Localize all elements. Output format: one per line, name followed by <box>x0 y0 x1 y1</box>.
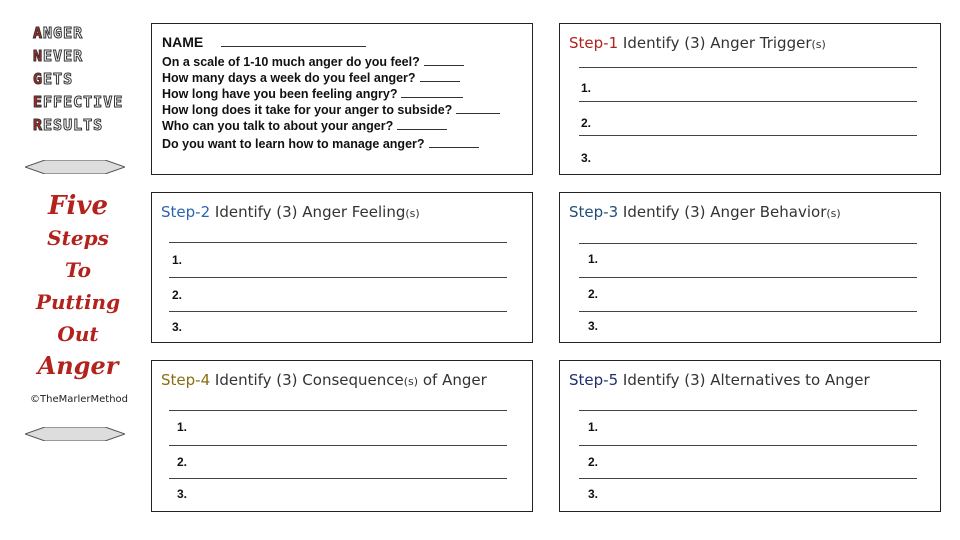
answer-line[interactable] <box>579 101 917 102</box>
answer-line[interactable] <box>579 277 917 278</box>
step-label: Step-2 <box>161 203 211 221</box>
acronym-row: ANGER <box>33 24 84 42</box>
question-3: How long have you been feeling angry? <box>162 86 522 102</box>
list-number: 1. <box>581 81 592 95</box>
step-3-box <box>559 192 941 343</box>
question-1: On a scale of 1-10 much anger do you feel? <box>162 54 522 70</box>
diamond-divider-bottom <box>25 427 125 441</box>
list-number: 1. <box>172 253 183 267</box>
answer-blank[interactable] <box>424 55 464 66</box>
name-blank[interactable] <box>221 36 366 47</box>
step-5-title: Step-5 Identify (3) Alternatives to Anger <box>569 371 870 389</box>
step-4-box <box>151 360 533 512</box>
step-label: Step-3 <box>569 203 619 221</box>
question-4: How long does it take for your anger to subside? <box>162 102 522 118</box>
name-row <box>162 34 522 54</box>
list-number: 2. <box>177 455 188 469</box>
answer-blank[interactable] <box>456 103 500 114</box>
questionnaire-box <box>151 23 533 175</box>
step-2-box <box>151 192 533 343</box>
step-3-title: Step-3 Identify (3) Anger Behavior(s) <box>569 203 841 221</box>
answer-line[interactable] <box>579 478 917 479</box>
side-title <box>18 190 138 382</box>
name-label: NAME <box>162 34 204 50</box>
answer-line[interactable] <box>579 311 917 312</box>
list-number: 1. <box>588 252 599 266</box>
answer-line[interactable] <box>169 242 507 243</box>
step-5-box <box>559 360 941 512</box>
answer-line[interactable] <box>579 410 917 411</box>
answer-blank[interactable] <box>397 119 447 130</box>
answer-line[interactable] <box>169 445 507 446</box>
acronym-row: GETS <box>33 70 74 88</box>
answer-line[interactable] <box>579 67 917 68</box>
list-number: 3. <box>177 487 188 501</box>
answer-line[interactable] <box>169 277 507 278</box>
side-title-line: Out <box>57 322 99 346</box>
copyright-text: ©TheMarlerMethod <box>30 394 129 405</box>
list-number: 2. <box>588 287 599 301</box>
list-number: 2. <box>581 116 592 130</box>
side-title-line: Anger <box>37 351 119 380</box>
answer-line[interactable] <box>169 311 507 312</box>
step-4-title: Step-4 Identify (3) Consequence(s) of Anger <box>161 371 487 389</box>
list-number: 1. <box>588 420 599 434</box>
question-6: Do you want to learn how to manage anger? <box>162 136 522 152</box>
side-title-line: Putting <box>35 290 121 314</box>
list-number: 3. <box>588 319 599 333</box>
acronym-row: NEVER <box>33 47 84 65</box>
list-number: 2. <box>172 288 183 302</box>
list-number: 3. <box>581 151 592 165</box>
list-number: 1. <box>177 420 188 434</box>
answer-line[interactable] <box>169 410 507 411</box>
acronym-row: EFFECTIVE <box>33 93 124 111</box>
step-2-title: Step-2 Identify (3) Anger Feeling(s) <box>161 203 420 221</box>
answer-line[interactable] <box>579 135 917 136</box>
side-title-line: To <box>65 258 91 282</box>
side-title-line: Five <box>48 191 108 221</box>
acronym-row: RESULTS <box>33 116 104 134</box>
step-label: Step-4 <box>161 371 211 389</box>
question-2: How many days a week do you feel anger? <box>162 70 522 86</box>
step-label: Step-5 <box>569 371 619 389</box>
answer-blank[interactable] <box>429 137 479 148</box>
acronym-block <box>33 22 151 137</box>
answer-blank[interactable] <box>420 71 460 82</box>
step-label: Step-1 <box>569 34 619 52</box>
diamond-divider-top <box>25 160 125 174</box>
answer-line[interactable] <box>579 243 917 244</box>
step-1-title: Step-1 Identify (3) Anger Trigger(s) <box>569 34 826 52</box>
side-title-line: Steps <box>47 226 109 250</box>
answer-line[interactable] <box>579 445 917 446</box>
list-number: 3. <box>172 320 183 334</box>
list-number: 3. <box>588 487 599 501</box>
answer-line[interactable] <box>169 478 507 479</box>
question-5: Who can you talk to about your anger? <box>162 118 522 134</box>
list-number: 2. <box>588 455 599 469</box>
answer-blank[interactable] <box>401 87 463 98</box>
step-1-box <box>559 23 941 175</box>
